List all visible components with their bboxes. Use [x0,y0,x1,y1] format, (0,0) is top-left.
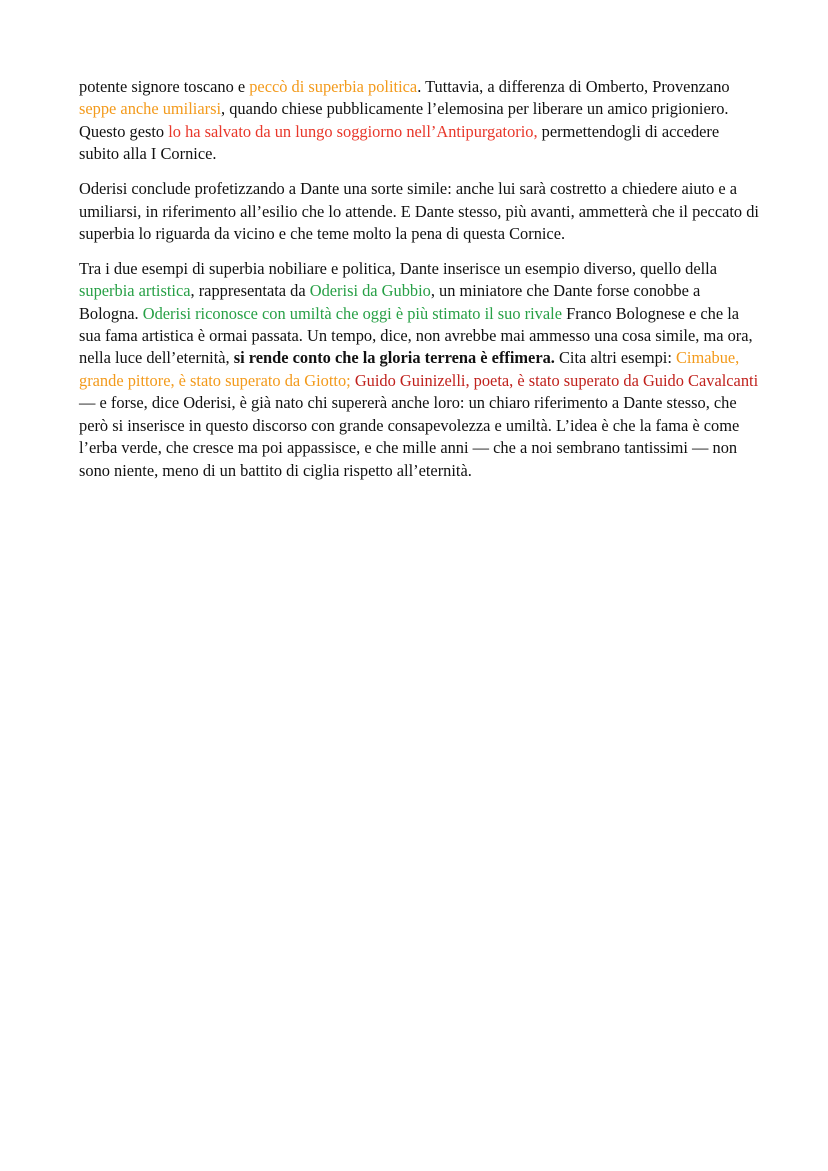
text-span: — e forse, dice Oderisi, è già nato chi supererà anche loro: un chiaro riferimento a Dante stesso, che però si inserisce in questo discorso con grande consapevolezza e umiltà. L’idea è che la fama è come l’erba verde, che cresce ma poi appassisce, e che mille anni — che a noi sembrano tantissimi — non sono niente, meno di un battito di ciglia rispetto all’eternità. [79,393,740,480]
highlight-cimabue-giotto: Cimabue, grande pittore, è stato superato da Giotto; [79,348,740,390]
document-body [79,76,759,494]
text-span: potente signore toscano e [79,77,250,96]
paragraph-provenzano [79,76,759,166]
text-span: , quando chiese pubblicamente l’elemosina per liberare un amico prigioniero. Questo gesto [79,99,729,141]
highlight-rival: Oderisi riconosce con umiltà che oggi è più stimato il suo rivale [142,303,562,323]
text-span: , rappresentata da [190,281,310,301]
text-span: Oderisi conclude profetizzando a Dante una sorte simile: anche lui sarà costretto a chiedere aiuto e a umiliarsi, in riferimento all’esilio che lo attende. E Dante stesso, più avanti, ammetterà che il peccato di superbia lo riguarda da vicino e che teme molto la pena di questa Cornice. [79,179,759,243]
highlight-antipurgatorio: lo ha salvato da un lungo soggiorno nell’Antipurgatorio, [168,121,538,141]
paragraph-prophecy [79,178,759,245]
bold-ephemeral-glory: si rende conto che la gloria terrena è effimera. [233,348,555,368]
highlight-oderisi: Oderisi da Gubbio [309,281,431,301]
highlight-political-pride: peccò di superbia politica [249,77,418,96]
text-span: . Tuttavia, a differenza di Omberto, Provenzano [417,77,730,96]
paragraph-artistic-pride [79,258,759,482]
text-span: Cita altri esempi: [554,348,676,368]
text-span: permettendogli di accedere subito alla I Cornice. [79,121,720,164]
highlight-humility: seppe anche umiliarsi [79,99,222,119]
text-span: Tra i due esempi di superbia nobiliare e politica, Dante inserisce un esempio diverso, quello della [79,258,718,278]
highlight-artistic-pride: superbia artistica [79,281,191,301]
highlight-guinizelli-cavalcanti: Guido Guinizelli, poeta, è stato superato da Guido Cavalcanti [354,370,759,390]
text-span: Franco Bolognese e che la sua fama artistica è ormai passata. Un tempo, dice, non avrebbe mai ammesso una cosa simile, ma ora, nella luce dell’eternità, [79,303,753,368]
text-span: , un miniatore che Dante forse conobbe a Bologna. [79,281,701,323]
